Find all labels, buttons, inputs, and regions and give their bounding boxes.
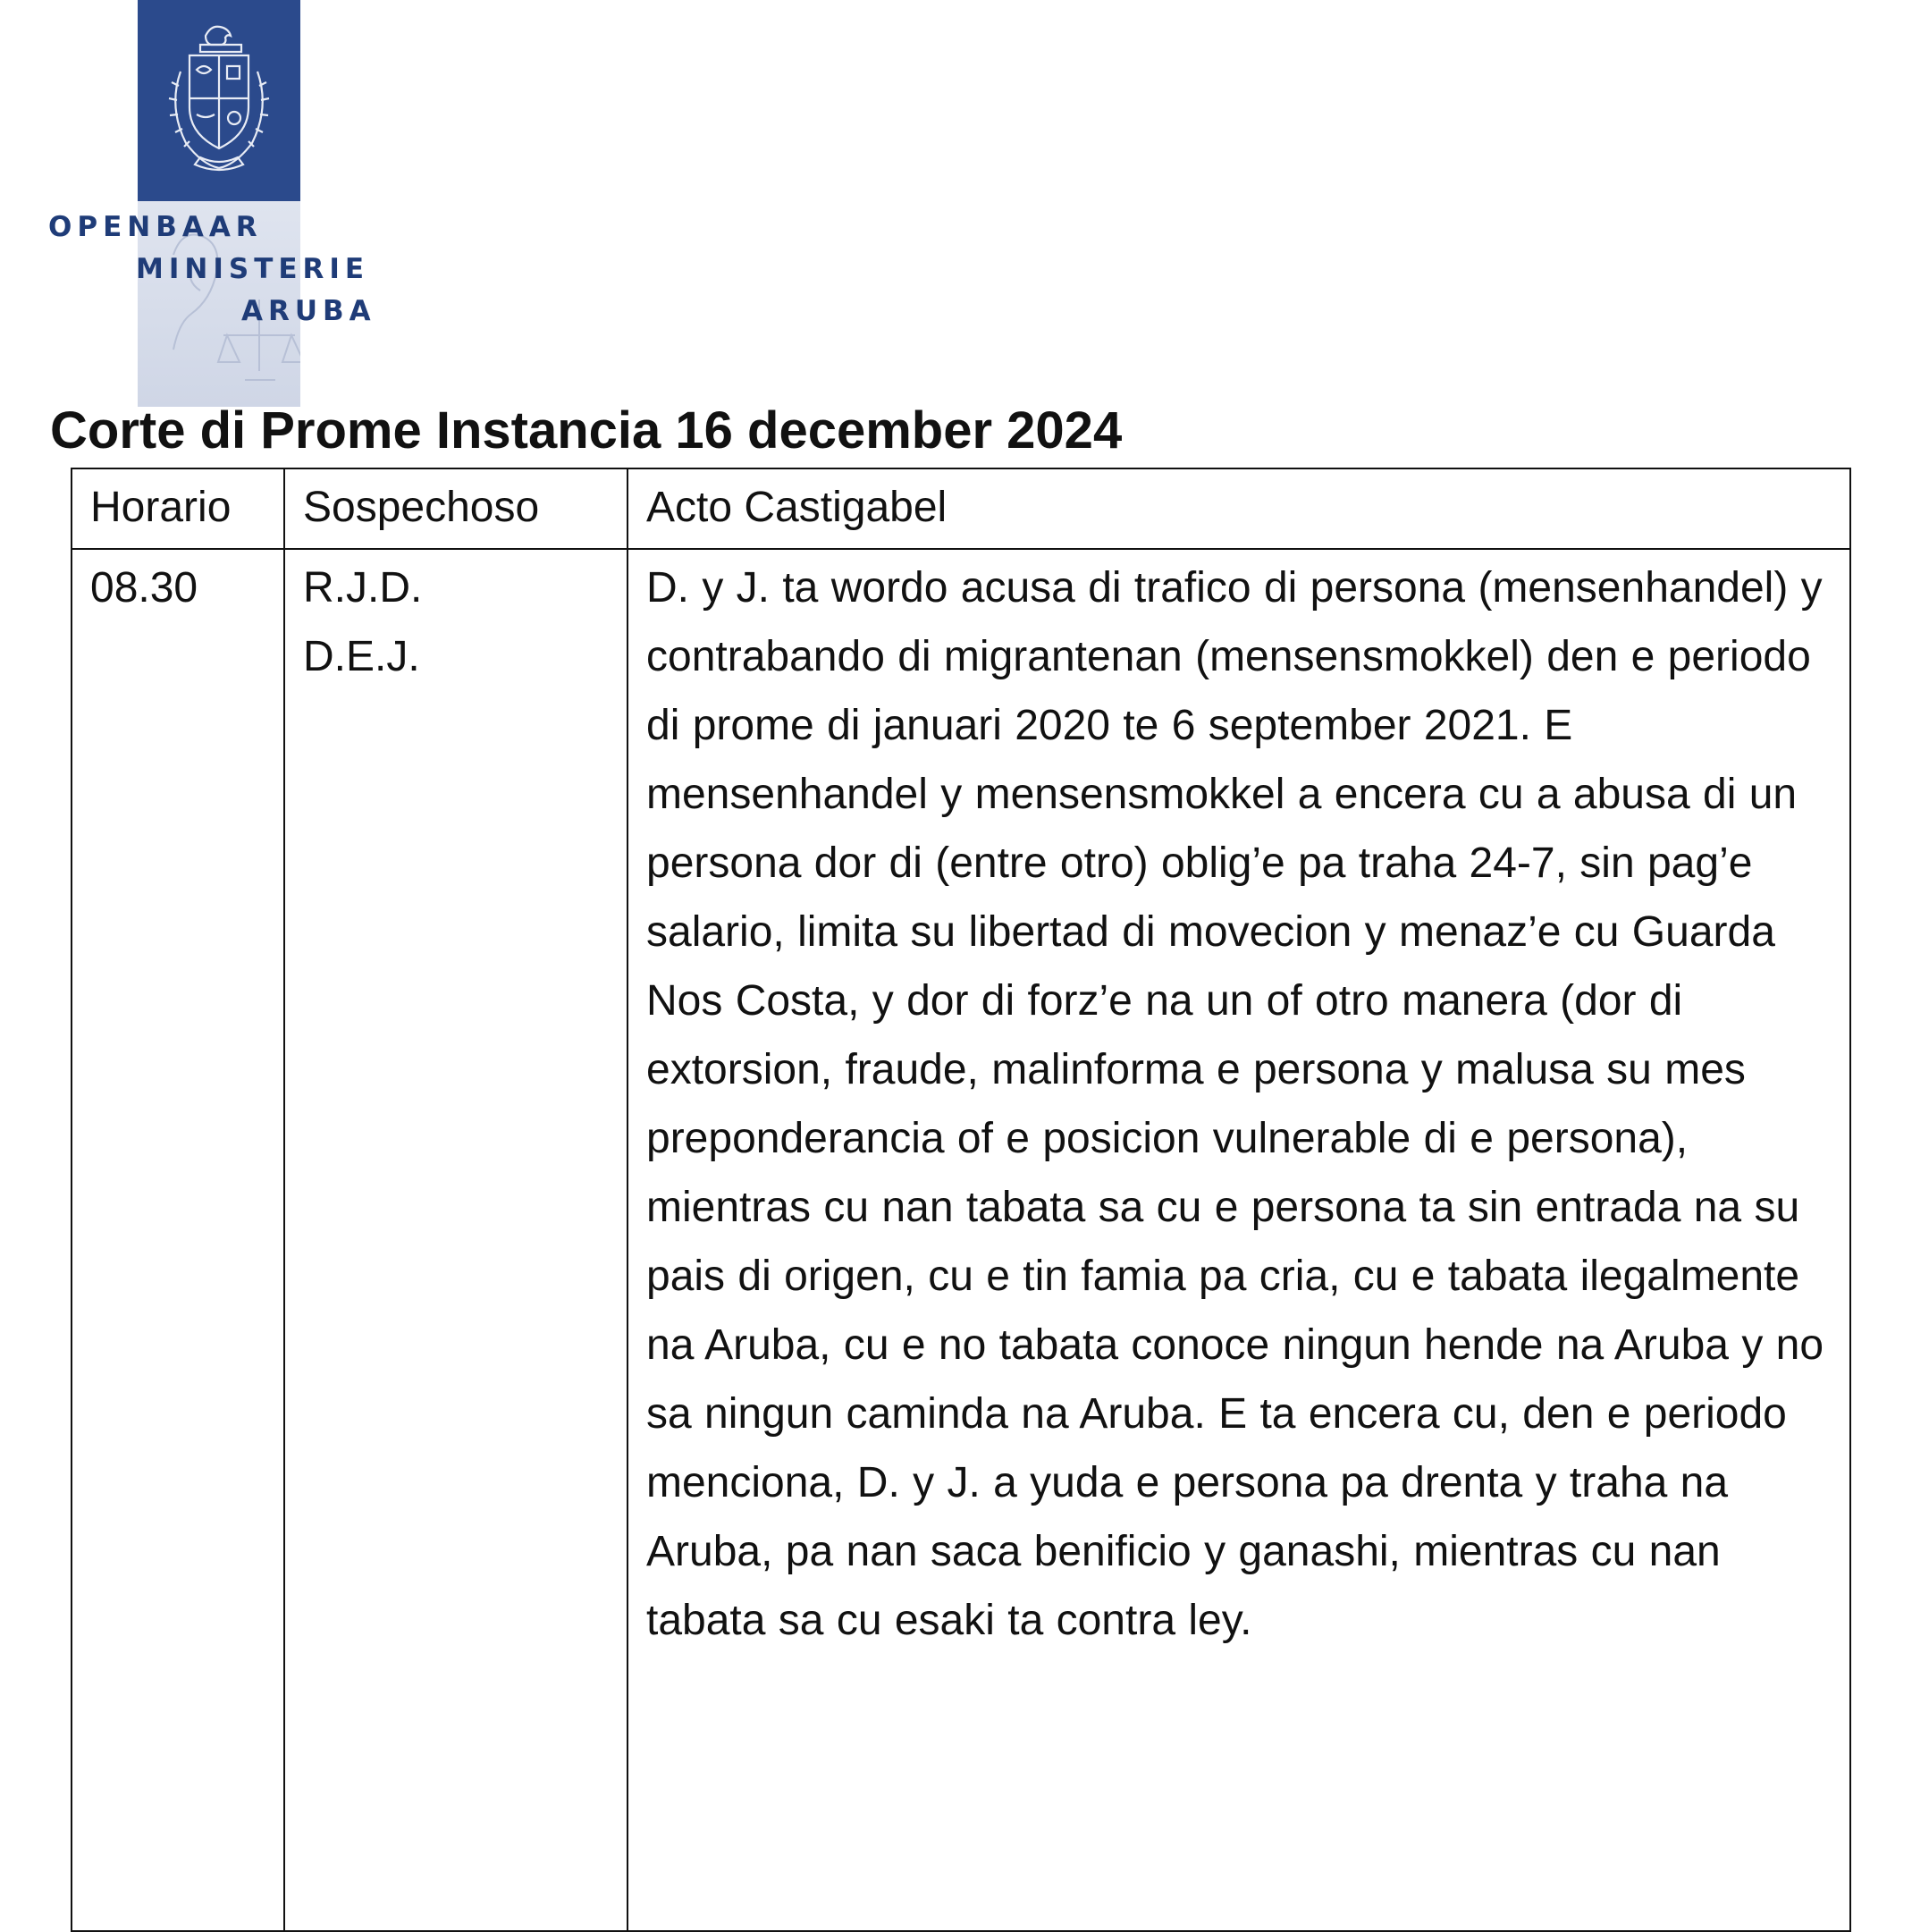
act-description: D. y J. ta wordo acusa di trafico di persona (mensenhandel) y contrabando di migrantenan (mensensmokkel) den e periodo di prome di januari 2020 te 6 september 2021. E mensenhandel y mensensmokkel a encera cu a abusa di un persona dor di (entre otro) oblig’e pa traha 24-7, sin pag’e salario, limita su libertad di movecion y menaz’e cu Guarda Nos Costa, y dor di forz’e na un of otro manera (dor di extorsion, fraude, malinforma e persona y malusa su mes preponderancia of e posicion vulnerable di e persona), mientras cu nan tabata sa cu e persona ta sin entrada na su pais di origen, cu e tin famia pa cria, cu e tabata ilegalmente na Aruba, cu e no tabata conoce ningun hende na Aruba y no sa ningun caminda na Aruba. E ta encera cu, den e periodo menciona, D. y J. a yuda e persona pa drenta y traha na Aruba, pa nan saca benificio y ganashi, mientras cu nan tabata sa cu esaki ta contra ley. <box>646 564 1824 1644</box>
cell-time: 08.30 <box>72 549 284 1931</box>
cell-act <box>628 549 1850 1931</box>
header-sospechoso: Sospechoso <box>284 468 628 549</box>
table-row <box>72 549 1850 1931</box>
openbaar-ministerie-logo <box>0 0 411 411</box>
cell-suspects <box>284 549 628 1931</box>
page-title: Corte di Prome Instancia 16 december 2024 <box>50 401 1123 460</box>
suspect-name: D.E.J. <box>303 633 420 680</box>
court-schedule-table <box>71 468 1851 1932</box>
logo-text-openbaar: OPENBAAR <box>48 211 263 243</box>
header-acto-castigabel: Acto Castigabel <box>628 468 1850 549</box>
table-header-row <box>72 468 1850 549</box>
logo-text-ministerie: MINISTERIE <box>136 253 370 285</box>
suspect-name: R.J.D. <box>303 564 423 612</box>
coat-of-arms-icon <box>138 0 300 201</box>
header-horario: Horario <box>72 468 284 549</box>
logo-text-aruba: ARUBA <box>241 295 376 327</box>
